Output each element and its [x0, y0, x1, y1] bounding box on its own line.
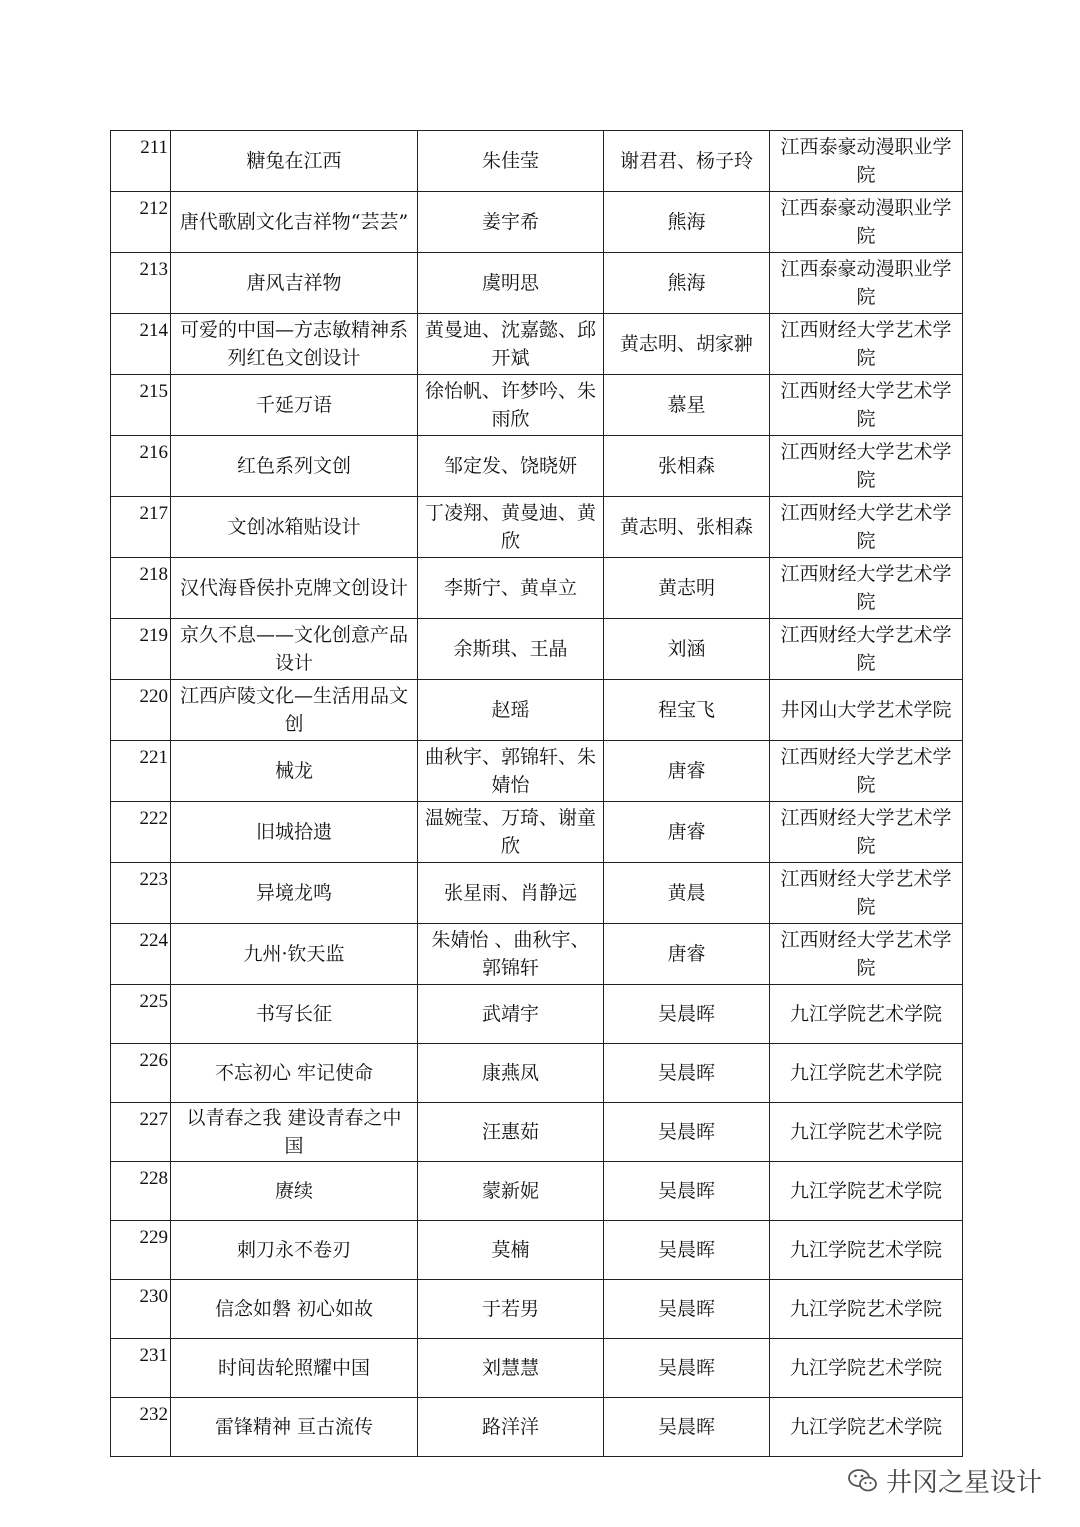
authors: 邹定发、饶晓妍 [443, 455, 577, 477]
advisor: 熊海 [667, 211, 706, 233]
work-title-cell [171, 741, 418, 802]
work-title: 可爱的中国—方志敏精神系列红色文创设计 [179, 319, 408, 369]
authors-cell [418, 1280, 604, 1339]
school-cell [770, 1339, 963, 1398]
work-title-cell [171, 1221, 418, 1280]
row-number: 226 [139, 1050, 168, 1071]
watermark-text: 井冈之星设计 [886, 1468, 1043, 1498]
table-row [111, 314, 963, 375]
row-number-cell [111, 680, 171, 741]
school: 江西财经大学艺术学院 [780, 624, 952, 674]
table-row [111, 1398, 963, 1457]
advisor: 吴晨晖 [657, 1298, 715, 1320]
table-row [111, 924, 963, 985]
authors-cell [418, 619, 604, 680]
authors-cell [418, 314, 604, 375]
school: 九江学院艺术学院 [789, 1357, 942, 1379]
wechat-icon [848, 1468, 878, 1494]
school: 江西财经大学艺术学院 [780, 319, 952, 369]
work-title: 糖兔在江西 [246, 150, 342, 172]
work-title: 汉代海昏侯扑克牌文创设计 [179, 577, 408, 599]
table-row [111, 131, 963, 192]
row-number-cell [111, 192, 171, 253]
advisor: 张相森 [657, 455, 715, 477]
work-title: 刺刀永不卷刃 [236, 1239, 351, 1261]
row-number: 223 [139, 869, 168, 890]
row-number: 231 [139, 1345, 168, 1366]
school: 江西财经大学艺术学院 [780, 380, 952, 430]
advisor: 谢君君、杨子玲 [619, 150, 753, 172]
school-cell [770, 558, 963, 619]
row-number-cell [111, 314, 171, 375]
school-cell [770, 253, 963, 314]
school-cell [770, 1103, 963, 1162]
school: 江西财经大学艺术学院 [780, 441, 952, 491]
authors-cell [418, 924, 604, 985]
row-number: 224 [139, 930, 168, 951]
table-row [111, 1339, 963, 1398]
table-row [111, 1103, 963, 1162]
authors-cell [418, 1221, 604, 1280]
authors: 朱婧怡 、曲秋宇、郭锦轩 [431, 929, 590, 979]
row-number: 214 [139, 320, 168, 341]
authors: 于若男 [481, 1298, 539, 1320]
school-cell [770, 741, 963, 802]
authors-cell [418, 1339, 604, 1398]
work-title: 文创冰箱贴设计 [227, 516, 361, 538]
school-cell [770, 619, 963, 680]
authors: 姜宇希 [481, 211, 539, 233]
school-cell [770, 1221, 963, 1280]
table-row [111, 497, 963, 558]
advisor-cell [604, 1044, 770, 1103]
school-cell [770, 1280, 963, 1339]
authors: 武靖宇 [481, 1003, 539, 1025]
advisor-cell [604, 619, 770, 680]
table-row [111, 680, 963, 741]
work-title-cell [171, 375, 418, 436]
table-row [111, 802, 963, 863]
table-row [111, 1162, 963, 1221]
school: 井冈山大学艺术学院 [780, 699, 952, 721]
school: 江西财经大学艺术学院 [780, 502, 952, 552]
authors: 赵瑶 [491, 699, 530, 721]
work-title-cell [171, 131, 418, 192]
advisor-cell [604, 680, 770, 741]
row-number-cell [111, 558, 171, 619]
table-row [111, 741, 963, 802]
work-title-cell [171, 924, 418, 985]
advisor-cell [604, 1221, 770, 1280]
table-row [111, 192, 963, 253]
row-number: 217 [139, 503, 168, 524]
school-cell [770, 802, 963, 863]
work-title: 信念如磐 初心如故 [214, 1298, 374, 1320]
advisor-cell [604, 741, 770, 802]
school-cell [770, 1044, 963, 1103]
work-title: 江西庐陵文化—生活用品文创 [179, 685, 408, 735]
authors-cell [418, 1103, 604, 1162]
award-table [110, 130, 963, 1457]
authors: 蒙新妮 [481, 1180, 539, 1202]
school: 九江学院艺术学院 [789, 1003, 942, 1025]
row-number: 230 [139, 1286, 168, 1307]
school-cell [770, 1398, 963, 1457]
row-number-cell [111, 1221, 171, 1280]
school-cell [770, 314, 963, 375]
row-number-cell [111, 924, 171, 985]
authors-cell [418, 802, 604, 863]
table-row [111, 253, 963, 314]
row-number-cell [111, 985, 171, 1044]
authors: 康燕凤 [481, 1062, 539, 1084]
row-number: 229 [139, 1227, 168, 1248]
table-row [111, 985, 963, 1044]
school: 江西财经大学艺术学院 [780, 929, 952, 979]
authors: 温婉莹、万琦、谢童欣 [424, 807, 596, 857]
advisor-cell [604, 1398, 770, 1457]
advisor-cell [604, 314, 770, 375]
row-number-cell [111, 1103, 171, 1162]
authors: 刘慧慧 [481, 1357, 539, 1379]
school-cell [770, 680, 963, 741]
school: 九江学院艺术学院 [789, 1180, 942, 1202]
school-cell [770, 1162, 963, 1221]
row-number: 219 [139, 625, 168, 646]
advisor-cell [604, 131, 770, 192]
work-title-cell [171, 863, 418, 924]
school-cell [770, 497, 963, 558]
authors-cell [418, 192, 604, 253]
authors-cell [418, 497, 604, 558]
authors-cell [418, 436, 604, 497]
advisor: 吴晨晖 [657, 1003, 715, 1025]
row-number-cell [111, 863, 171, 924]
authors: 路洋洋 [481, 1416, 539, 1438]
advisor-cell [604, 1103, 770, 1162]
work-title-cell [171, 1103, 418, 1162]
authors: 虞明思 [481, 272, 539, 294]
school-cell [770, 192, 963, 253]
row-number: 215 [139, 381, 168, 402]
school: 江西泰豪动漫职业学院 [780, 258, 952, 308]
school: 九江学院艺术学院 [789, 1062, 942, 1084]
row-number-cell [111, 1044, 171, 1103]
row-number: 212 [139, 198, 168, 219]
work-title-cell [171, 1044, 418, 1103]
authors-cell [418, 1044, 604, 1103]
school: 九江学院艺术学院 [789, 1298, 942, 1320]
advisor-cell [604, 985, 770, 1044]
row-number-cell [111, 619, 171, 680]
work-title: 书写长征 [255, 1003, 332, 1025]
row-number-cell [111, 436, 171, 497]
authors: 李斯宁、黄卓立 [443, 577, 577, 599]
advisor-cell [604, 1162, 770, 1221]
row-number: 220 [139, 686, 168, 707]
work-title-cell [171, 436, 418, 497]
table-row [111, 1280, 963, 1339]
row-number: 227 [139, 1109, 168, 1130]
advisor-cell [604, 497, 770, 558]
authors: 张星雨、肖静远 [443, 882, 577, 904]
school: 江西泰豪动漫职业学院 [780, 136, 952, 186]
table-row [111, 619, 963, 680]
row-number-cell [111, 1162, 171, 1221]
authors: 黄曼迪、沈嘉懿、邱开斌 [424, 319, 596, 369]
school-cell [770, 985, 963, 1044]
advisor-cell [604, 1280, 770, 1339]
authors: 朱佳莹 [481, 150, 539, 172]
school-cell [770, 863, 963, 924]
advisor: 唐睿 [667, 943, 706, 965]
authors: 曲秋宇、郭锦轩、朱婧怡 [424, 746, 596, 796]
row-number-cell [111, 741, 171, 802]
school: 江西财经大学艺术学院 [780, 746, 952, 796]
authors-cell [418, 131, 604, 192]
advisor: 吴晨晖 [657, 1062, 715, 1084]
row-number: 213 [139, 259, 168, 280]
work-title-cell [171, 192, 418, 253]
advisor-cell [604, 436, 770, 497]
school-cell [770, 436, 963, 497]
table-row [111, 375, 963, 436]
row-number: 225 [139, 991, 168, 1012]
work-title: 千延万语 [255, 394, 332, 416]
row-number-cell [111, 1280, 171, 1339]
table-row [111, 1044, 963, 1103]
advisor: 唐睿 [667, 821, 706, 843]
work-title-cell [171, 1280, 418, 1339]
work-title-cell [171, 680, 418, 741]
authors-cell [418, 1398, 604, 1457]
advisor: 慕星 [667, 394, 706, 416]
school: 江西财经大学艺术学院 [780, 868, 952, 918]
advisor: 刘涵 [667, 638, 706, 660]
advisor: 唐睿 [667, 760, 706, 782]
advisor: 吴晨晖 [657, 1239, 715, 1261]
advisor-cell [604, 558, 770, 619]
row-number-cell [111, 131, 171, 192]
advisor: 吴晨晖 [657, 1180, 715, 1202]
advisor: 吴晨晖 [657, 1416, 715, 1438]
work-title: 唐风吉祥物 [246, 272, 342, 294]
table-row [111, 863, 963, 924]
watermark [848, 1462, 1042, 1499]
work-title-cell [171, 314, 418, 375]
advisor-cell [604, 1339, 770, 1398]
advisor-cell [604, 192, 770, 253]
row-number: 222 [139, 808, 168, 829]
advisor-cell [604, 253, 770, 314]
table-row [111, 1221, 963, 1280]
authors-cell [418, 985, 604, 1044]
award-table-body [111, 131, 963, 1457]
table-row [111, 436, 963, 497]
authors: 余斯琪、王晶 [453, 638, 568, 660]
work-title: 械龙 [274, 760, 313, 782]
advisor-cell [604, 863, 770, 924]
authors: 汪惠茹 [481, 1121, 539, 1143]
advisor: 黄志明、胡家翀 [619, 333, 753, 355]
work-title-cell [171, 985, 418, 1044]
work-title: 唐代歌剧文化吉祥物“芸芸” [179, 211, 409, 233]
work-title: 赓续 [274, 1180, 313, 1202]
advisor-cell [604, 924, 770, 985]
school-cell [770, 131, 963, 192]
authors-cell [418, 863, 604, 924]
school: 九江学院艺术学院 [789, 1239, 942, 1261]
authors: 莫楠 [491, 1239, 530, 1261]
work-title-cell [171, 558, 418, 619]
work-title: 京久不息——文化创意产品设计 [179, 624, 408, 674]
work-title-cell [171, 802, 418, 863]
work-title: 不忘初心 牢记使命 [214, 1062, 374, 1084]
row-number: 221 [139, 747, 168, 768]
authors-cell [418, 558, 604, 619]
work-title: 时间齿轮照耀中国 [217, 1357, 370, 1379]
row-number: 232 [139, 1404, 168, 1425]
authors-cell [418, 253, 604, 314]
school-cell [770, 924, 963, 985]
school: 江西财经大学艺术学院 [780, 807, 952, 857]
advisor: 程宝飞 [657, 699, 715, 721]
authors-cell [418, 680, 604, 741]
work-title-cell [171, 1339, 418, 1398]
advisor: 熊海 [667, 272, 706, 294]
school: 九江学院艺术学院 [789, 1121, 942, 1143]
work-title-cell [171, 1162, 418, 1221]
work-title-cell [171, 253, 418, 314]
school: 九江学院艺术学院 [789, 1416, 942, 1438]
row-number: 216 [139, 442, 168, 463]
school-cell [770, 375, 963, 436]
row-number-cell [111, 497, 171, 558]
work-title-cell [171, 497, 418, 558]
work-title-cell [171, 619, 418, 680]
school: 江西泰豪动漫职业学院 [780, 197, 952, 247]
work-title: 红色系列文创 [236, 455, 351, 477]
advisor: 黄志明 [657, 577, 715, 599]
authors-cell [418, 375, 604, 436]
work-title-cell [171, 1398, 418, 1457]
advisor-cell [604, 802, 770, 863]
row-number-cell [111, 802, 171, 863]
work-title: 九州·钦天监 [243, 943, 345, 965]
authors: 徐怡帆、许梦吟、朱雨欣 [424, 380, 596, 430]
advisor-cell [604, 375, 770, 436]
work-title: 雷锋精神 亘古流传 [214, 1416, 374, 1438]
authors: 丁凌翔、黄曼迪、黄欣 [424, 502, 596, 552]
row-number-cell [111, 1339, 171, 1398]
advisor: 黄晨 [667, 882, 706, 904]
advisor: 吴晨晖 [657, 1357, 715, 1379]
authors-cell [418, 741, 604, 802]
work-title: 异境龙鸣 [255, 882, 332, 904]
table-row [111, 558, 963, 619]
row-number-cell [111, 1398, 171, 1457]
advisor: 吴晨晖 [657, 1121, 715, 1143]
row-number: 228 [139, 1168, 168, 1189]
work-title: 旧城拾遗 [255, 821, 332, 843]
advisor: 黄志明、张相森 [619, 516, 753, 538]
row-number-cell [111, 375, 171, 436]
row-number: 211 [140, 137, 168, 158]
row-number: 218 [139, 564, 168, 585]
work-title: 以青春之我 建设青春之中国 [186, 1107, 402, 1157]
authors-cell [418, 1162, 604, 1221]
school: 江西财经大学艺术学院 [780, 563, 952, 613]
row-number-cell [111, 253, 171, 314]
